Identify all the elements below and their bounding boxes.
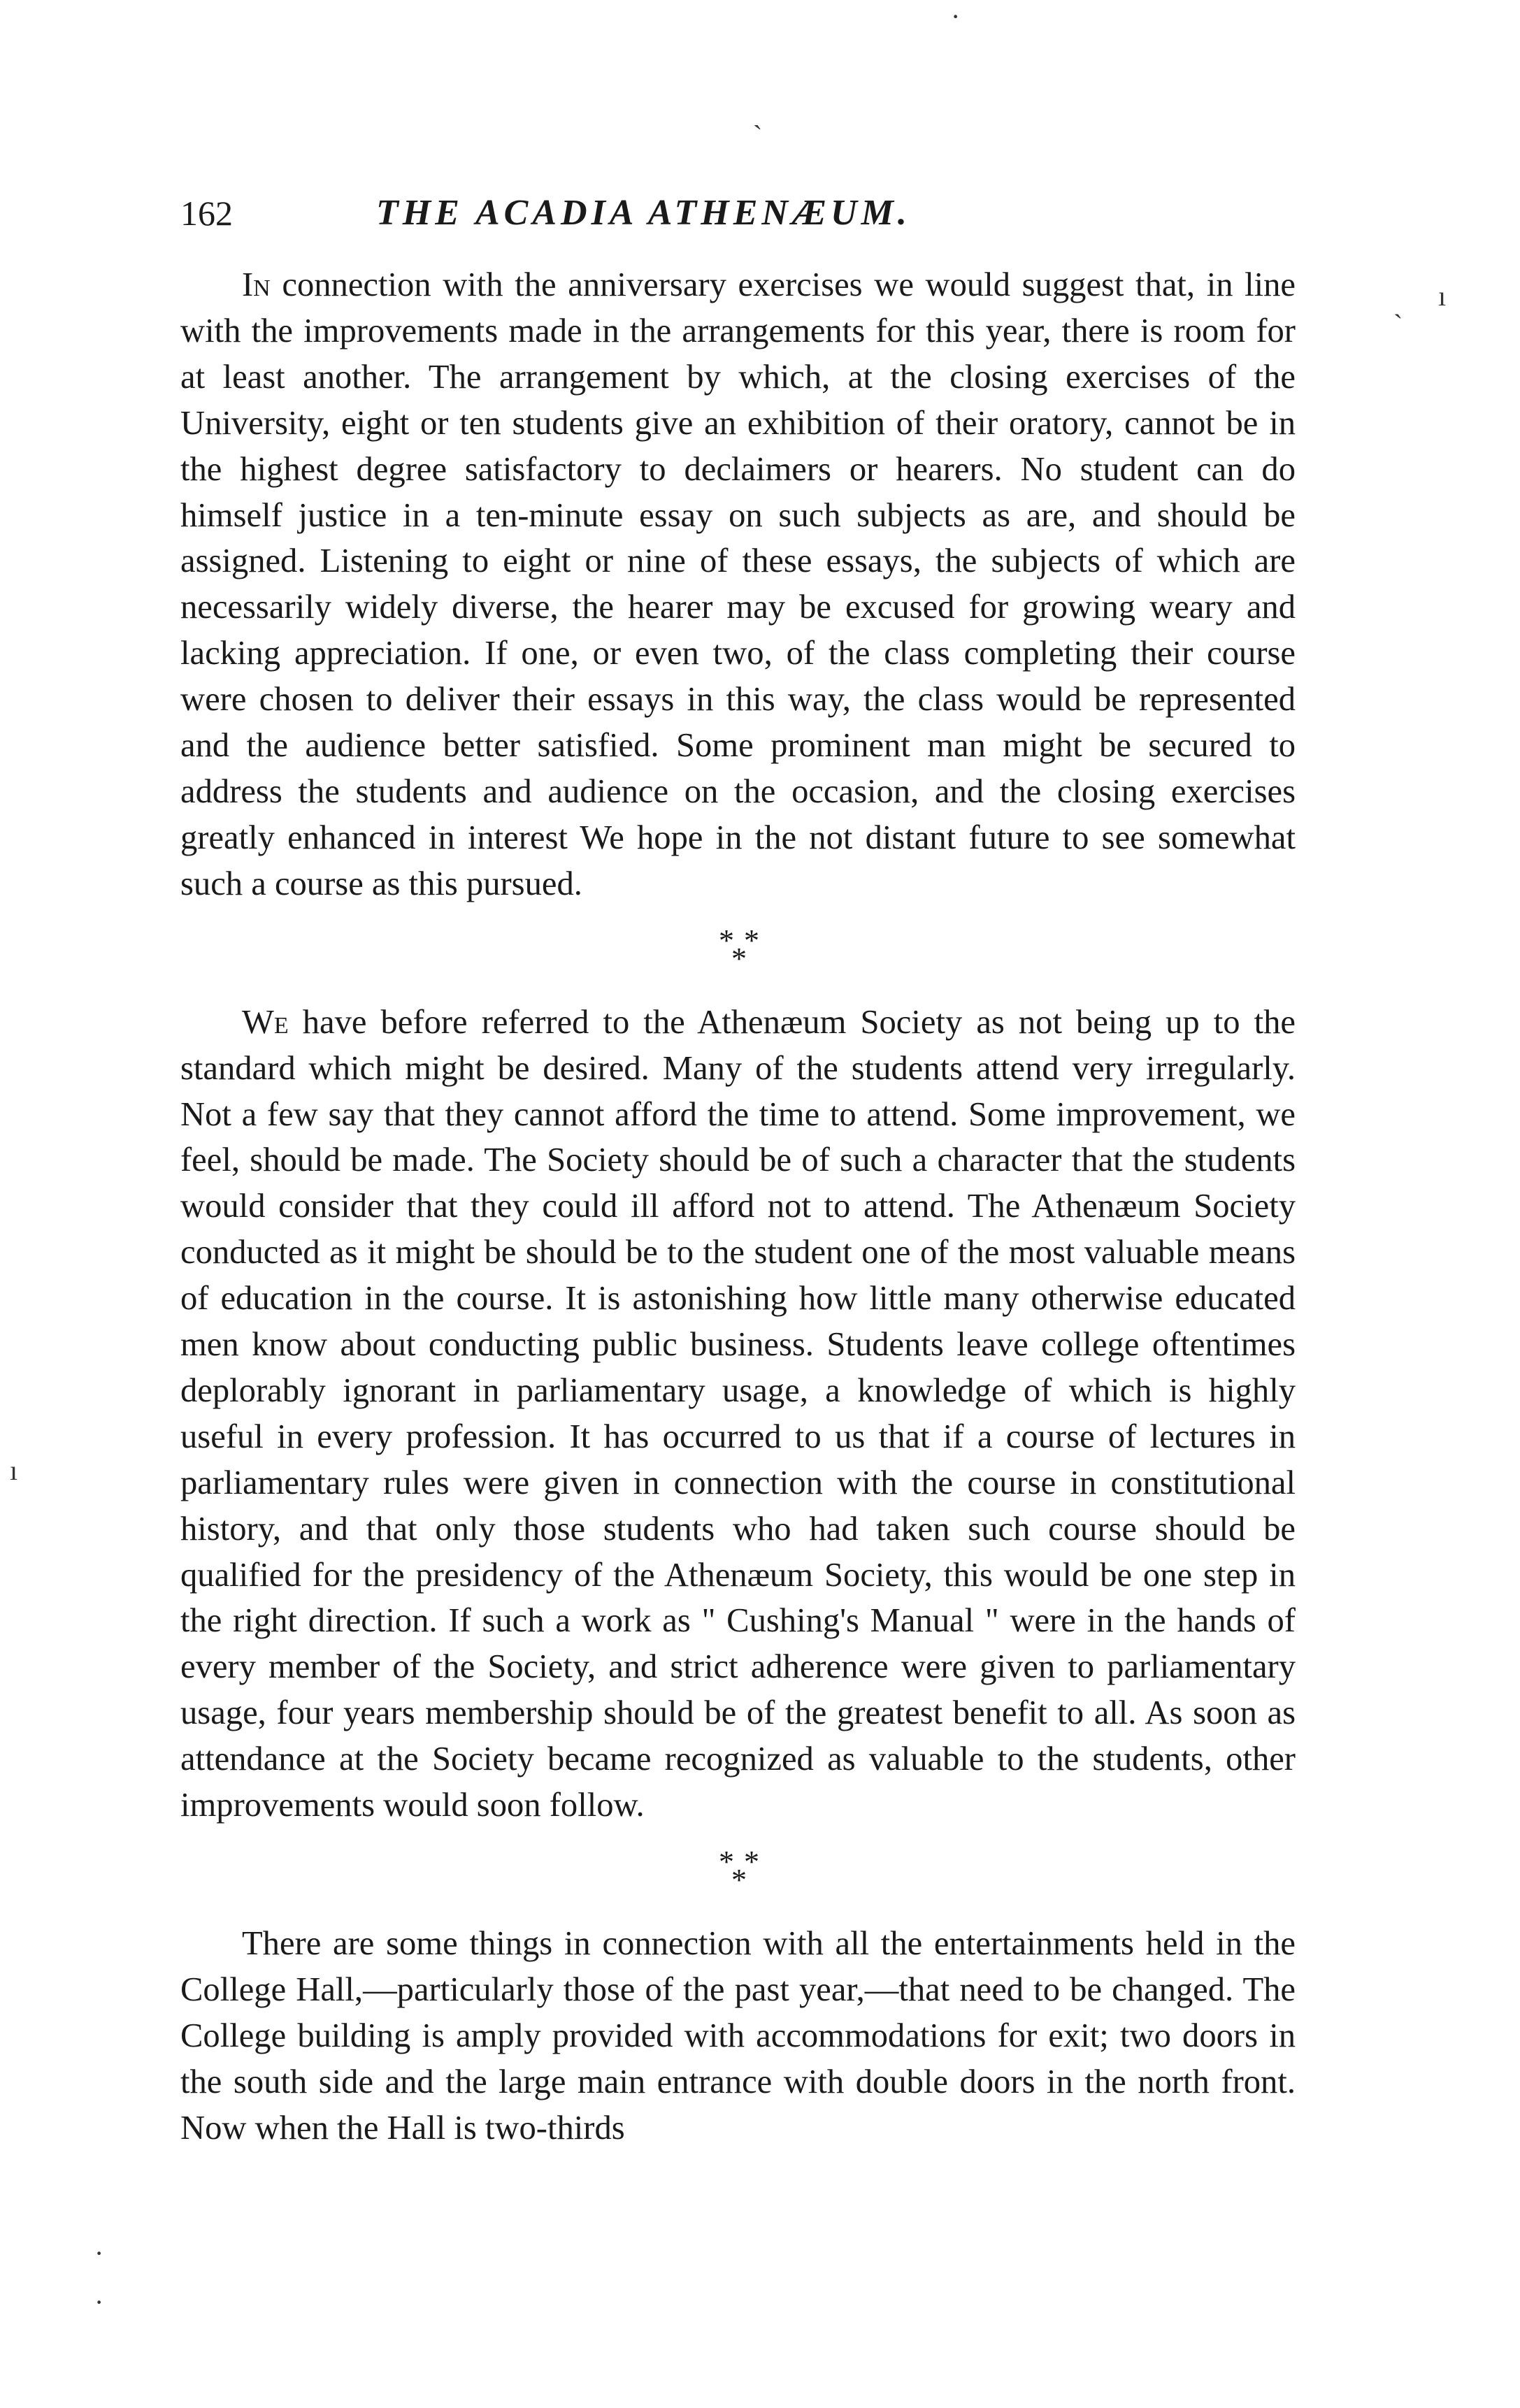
body-text xyxy=(180,262,1296,2151)
stray-margin-mark: ı xyxy=(1438,280,1447,312)
running-title: THE ACADIA ATHENÆUM. xyxy=(376,193,911,233)
paragraph-text: have before referred to the Athenæum Society as not being up to the standard which might be desired. Many of the students attend very irregularly. Not a few say that they cannot afford the time to attend. Some improvement, we feel, should be made. The Society should be of such a character that the students would consider that they could ill afford not to attend. The Athenæum Society conducted as it might be should be to the student one of the most valuable means of education in the course. It is astonishing how little many otherwise educated men know about conducting public business. Students leave college oftentimes deplorably ignorant in parliamentary usage, a knowledge of which is highly useful in every profession. It has occurred to us that if a course of lectures in parliamentary rules were given in connection with the course in constitutional history, and that only those students who had taken such course should be qualified for the presidency of the Athenæum Society, this would be one step in the right direction. If such a work as " Cushing's Manual " were in the hands of every member of the Society, and strict adherence were given to parliamentary usage, four years membership should be of the greatest benefit to all. As soon as attendance at the Society became recognized as valuable to the students, other improvements would soon follow. xyxy=(180,1002,1296,1824)
paragraph-text: connection with the anniversary exercises we would suggest that, in line with the improvements made in the arrangements for this year, there is room for at least another. The arrangement by which, at the closing exercises of the University, eight or ten students give an exhibition of their oratory, cannot be in the highest degree satisfactory to declaimers or hearers. No student can do himself justice in a ten-minute essay on such subjects as are, and should be assigned. Listening to eight or nine of these essays, the subjects of which are necessarily widely diverse, the hearer may be excused for growing weary and lacking appreciation. If one, or even two, of the class completing their course were chosen to deliver their essays in this way, the class would be represented and the audience better satisfied. Some prominent man might be secured to address the students and audience on the occasion, and the closing exercises greatly enhanced in interest We hope in the not distant future to see somewhat such a course as this pursued. xyxy=(180,266,1296,902)
page-number: 162 xyxy=(180,194,233,233)
speck-mark: · xyxy=(94,2286,104,2318)
section-break-asterism xyxy=(180,1829,1296,1921)
stray-margin-mark: ˏ xyxy=(1393,287,1403,319)
asterism-star: * xyxy=(744,1845,759,1879)
asterism-star: * xyxy=(731,941,747,976)
paragraph-college-hall xyxy=(180,1921,1296,2151)
asterism-star: * xyxy=(744,923,759,958)
paragraph-athenaeum-society xyxy=(180,1000,1296,1829)
asterism-star: * xyxy=(719,1845,734,1879)
paragraph-lead: In xyxy=(242,266,271,303)
asterism-star: * xyxy=(719,923,734,958)
speck-mark: · xyxy=(951,1,961,32)
speck-mark: ˋ xyxy=(753,120,763,151)
speck-mark: · xyxy=(94,2237,104,2269)
paragraph-text: There are some things in connection with all the entertainments held in the College Hall,—particularly those of the past year,—that need to be changed. The College building is amply provided with accommodations for exit; two doors in the south side and the large main entrance with double doors in the north front. Now when the Hall is two-thirds xyxy=(180,1924,1296,2147)
paragraph-anniversary-exercises xyxy=(180,262,1296,907)
paragraph-lead: We xyxy=(242,1002,289,1041)
stray-margin-mark: ı xyxy=(10,1455,18,1486)
section-break-asterism xyxy=(180,907,1296,1000)
asterism-star: * xyxy=(731,1863,747,1897)
page-header xyxy=(180,185,1299,241)
